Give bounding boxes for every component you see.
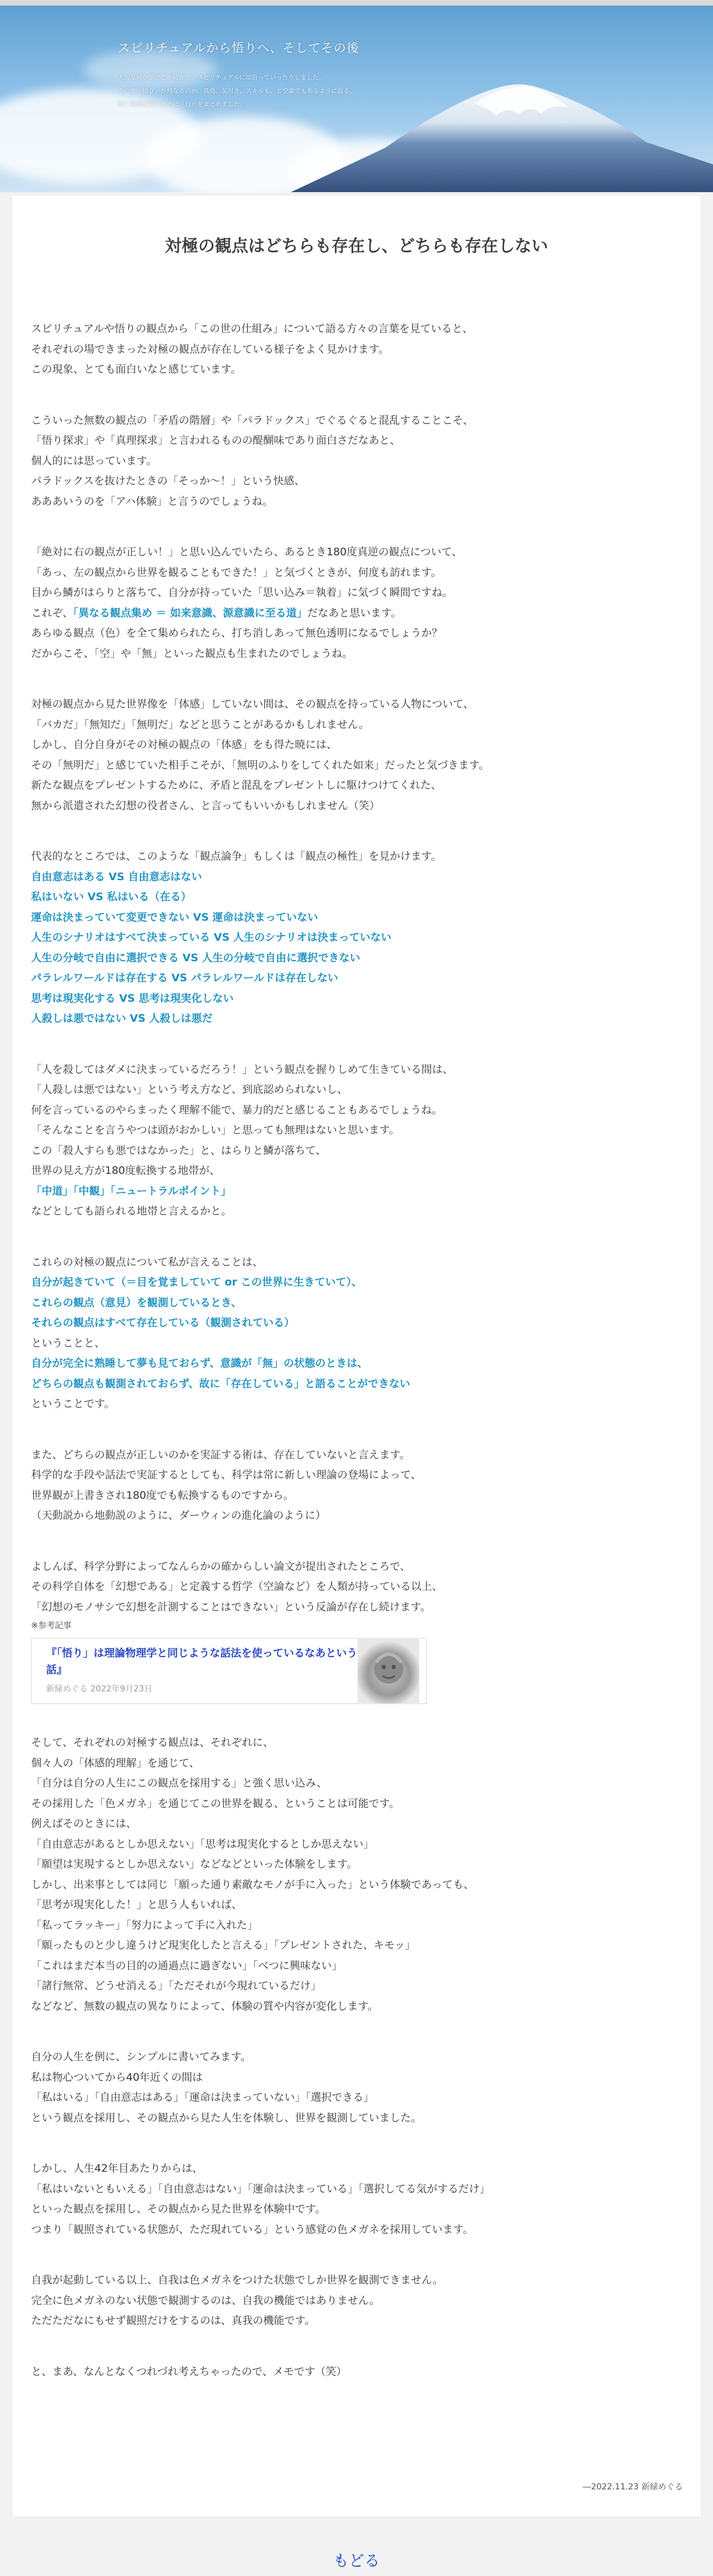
text-line: 「人殺しは悪ではない」という考え方など、到底認められないし、 <box>31 1083 348 1096</box>
text-line: また、どちらの観点が正しいのかを実証する術は、存在していないと言えます。 <box>31 1448 410 1461</box>
text-line: ということと、 <box>31 1337 106 1349</box>
paragraph <box>31 694 682 816</box>
text-line: 例えばそのときには、 <box>31 1817 137 1830</box>
text-line: ということです。 <box>31 1398 115 1410</box>
text-line: 「悟り探求」や「真理探求」と言われるものの醍醐味であり面白さだなあと、 <box>31 434 401 446</box>
text-line: 代表的なところでは、このような「観点論争」もしくは「観点の極性」を見かけます。 <box>31 850 442 862</box>
text-line: その採用した「色メガネ」を通じてこの世界を観る、ということは可能です。 <box>31 1797 400 1810</box>
paragraph <box>31 2047 682 2128</box>
text-line: あああいうのを「アハ体験」と言うのでしょうね。 <box>31 495 273 508</box>
text-line: しかし、人生42年目あたりからは、 <box>31 2162 203 2175</box>
site-title[interactable]: スピリチュアルから悟りへ、そしてその後 <box>118 42 360 56</box>
text-line: という観点を採用し、その観点から見た人生を体験し、世界を観測していました。 <box>31 2111 422 2124</box>
article-body <box>31 319 682 2412</box>
paragraph <box>31 1556 682 1618</box>
text-line: 「私はいる」「自由意志はある」「運命は決まっていない」「選択できる」 <box>31 2091 374 2103</box>
article-card <box>12 195 701 2517</box>
post-title: 対極の観点はどちらも存在し、どちらも存在しない <box>165 237 548 257</box>
text-line: こういった無数の観点の「矛盾の階層」や「パラドックス」でぐるぐると混乱することこそ、 <box>31 414 474 426</box>
site-description-line: 大切な何かがどこかに在り、スピリチュアルには沿っていったりしました。 <box>118 74 325 81</box>
text-line: などとしても語られる地帯と言えるかと。 <box>31 1205 232 1217</box>
text-line: 「私はいないともいえる」「自由意志はない」「運命は決まっている」「選択してる気がするだけ」 <box>31 2182 490 2195</box>
text-line: しかし、自分自身がその対極の観点の「体感」をも得た暁には、 <box>31 739 338 751</box>
text-segment: だなあと思います。 <box>307 606 401 619</box>
text-line: この現象、とても面白いなと感じています。 <box>31 363 242 375</box>
text-line: などなど、無数の観点の異なりによって、体験の質や内容が変化します。 <box>31 2000 379 2012</box>
text-line: それぞれの場できまった対極の観点が存在している様子をよく見かけます。 <box>31 343 389 355</box>
text-line: 「願望は実現するとしか思えない」などなどといった体験をします。 <box>31 1858 358 1870</box>
text-line: 「これはまだ本当の目的の通過点に過ぎない」「べつに興味ない」 <box>31 1959 343 1972</box>
text-line: スピリチュアルや悟りの観点から「この世の仕組み」について語る方々の言葉を見ていると、 <box>31 323 473 335</box>
back-link[interactable]: もどる <box>333 2552 380 2570</box>
text-line: 無から派遣された幻想の役者さん、と言ってもいいかもしれません（笑） <box>31 799 380 812</box>
text-line: 「私ってラッキー」「努力によって手に入れた」 <box>31 1919 258 1931</box>
text-line: 「絶対に右の観点が正しい！」と思い込んでいたら、あるとき180度真逆の観点について、 <box>31 546 463 558</box>
text-line: 「バカだ」「無知だ」「無明だ」などと思うことがあるかもしれません。 <box>31 718 370 731</box>
post-signature: ―2022.11.23 新緑めぐる <box>583 2482 683 2492</box>
paragraph <box>31 1733 682 2016</box>
highlighted-line: 「中道」「中観」「ニュートラルポイント」 <box>31 1184 232 1197</box>
paragraph <box>31 1252 682 1414</box>
text-line: そして、それぞれの対極する観点は、それぞれに、 <box>31 1736 274 1749</box>
reference-blog-card[interactable] <box>31 1638 426 1704</box>
text-line: 科学的な手段や話法で実証するとしても、科学は常に新しい理論の登場によって、 <box>31 1469 421 1481</box>
text-line: つまり「観照されている状態が、ただ現れている」という感覚の色メガネを採用しています。 <box>31 2223 474 2236</box>
blog-card-title[interactable]: 『「悟り」は理論物理学と同じような話法を使っているなあという話』 <box>46 1647 358 1676</box>
text-line: だからこそ、「空」や「無」といった観点も生まれたのでしょうね。 <box>31 647 353 660</box>
text-line: これらの対極の観点について私が言えることは、 <box>31 1256 263 1268</box>
paragraph <box>31 319 682 380</box>
paragraph <box>31 1059 682 1222</box>
highlighted-line: パラレルワールドは存在する VS パラレルワールドは存在しない <box>31 972 338 984</box>
paragraph <box>31 410 682 512</box>
highlighted-line: 人生の分岐で自由に選択できる VS 人生の分岐で自由に選択できない <box>31 951 360 964</box>
site-description-line: その後「悟り」が何なるのか、真偽、気付き、スキルも、と空虚でもあるように揺る。 <box>118 87 356 94</box>
paragraph <box>31 1445 682 1526</box>
text-line: と、まあ、なんとなくつれづれ考えちゃったので、メモです（笑） <box>31 2365 347 2378</box>
highlighted-line: 人生のシナリオはすべて決まっている VS 人生のシナリオは決まっていない <box>31 931 391 943</box>
text-line: 世界観が上書きされ180度でも転換するものですから。 <box>31 1489 294 1502</box>
text-line: 新たな観点をプレゼントするために、矛盾と混乱をプレゼントしに駆けつけてくれた、 <box>31 779 441 791</box>
highlighted-line: 人殺しは悪ではない VS 人殺しは悪だ <box>31 1012 213 1025</box>
highlighted-line: 自分が起きていて（＝目を覚ましていて or この世界に生きていて）、 <box>31 1276 363 1288</box>
text-line: パラドックスを抜けたときの「そっか〜！」という快感、 <box>31 475 305 487</box>
text-line: 個々人の「体感的理解」を通じて、 <box>31 1756 200 1769</box>
paragraph <box>31 846 682 1029</box>
text-line: ただただなにもせず観照だけをするのは、真我の機能です。 <box>31 2314 315 2327</box>
site-description-line: 既に職務記録のために「行」をまとめました。 <box>118 101 246 108</box>
text-line: 「諸行無常、どうせ消える」「ただそれが今現れているだけ」 <box>31 1980 322 1992</box>
paragraph <box>31 542 682 664</box>
highlighted-line: 思考は現実化する VS 思考は現実化しない <box>31 992 234 1005</box>
text-line: その「無明だ」と感じていた相手こそが、「無明のふりをしてくれた如来」だったと気づきます。 <box>31 759 489 771</box>
highlighted-line: 自由意志はある VS 自由意志はない <box>31 870 202 883</box>
text-line: 「願ったものと少し違うけど現実化したと言える」「プレゼントされた、キモッ」 <box>31 1939 416 1951</box>
highlighted-line: 運命は決まっていて変更できない VS 運命は決まっていない <box>31 911 318 923</box>
highlighted-line: 自分が完全に熟睡して夢も見ておらず、意識が「無」の状態のときは、 <box>31 1357 368 1369</box>
text-line: 対極の観点から見た世界像を「体感」していない間は、その観点を持っている人物について、 <box>31 698 474 710</box>
text-line: しかし、出来事としては同じ「願った通り素敵なモノが手に入った」という体験であっても、 <box>31 1878 474 1891</box>
text-line: 世界の見え方が180度転換する地帯が、 <box>31 1164 220 1177</box>
text-line: 何を言っているのやらまったく理解不能で、暴力的だと感じることもあるでしょうね。 <box>31 1103 443 1116</box>
text-line: 「幻想のモノサシで幻想を計測することはできない」という反論が存在し続けます。 <box>31 1600 431 1613</box>
text-line: 個人的には思っています。 <box>31 454 157 467</box>
paragraph <box>31 2270 682 2331</box>
text-line: 「自分は自分の人生にこの観点を採用する」と強く思い込み、 <box>31 1777 328 1789</box>
text-line: 「人を殺してはダメに決まっているだろう！」という観点を握りしめて生きている間は、 <box>31 1063 454 1076</box>
blog-card-text <box>46 1645 358 1697</box>
text-line: といった観点を採用し、その観点から見た世界を体験中です。 <box>31 2203 326 2215</box>
highlighted-line: どちらの観点も観測されておらず、故に「存在している」と語ることができない <box>31 1377 410 1390</box>
text-line: あらゆる観点（色）を全て集められたら、打ち消しあって無色透明になるでしょうか？ <box>31 627 443 639</box>
paragraph <box>31 2158 682 2239</box>
text-line: 完全に色メガネのない状態で観測するのは、自我の機能ではありません。 <box>31 2294 380 2307</box>
text-line: 自分の人生を例に、シンプルに書いてみます。 <box>31 2051 252 2063</box>
site-description <box>118 71 406 111</box>
blog-card-meta: 新緑めぐる 2022年9月23日 <box>46 1684 153 1694</box>
top-strip <box>0 0 713 6</box>
text-line: 「自由意志があるとしか思えない」「思考は現実化するとしか思えない」 <box>31 1837 374 1850</box>
text-line: この「殺人すらも悪ではなかった」と、はらりと鱗が落ちて、 <box>31 1144 327 1157</box>
text-line: （天動説から地動説のように、ダーウィンの進化論のように） <box>31 1509 326 1522</box>
text-line: よしんば、科学分野によってなんらかの確からしい論文が提出されたところで、 <box>31 1560 411 1573</box>
paragraph <box>31 2362 682 2382</box>
text-line: その科学自体を「幻想である」と定義する哲学（空論など）を人類が持っている以上、 <box>31 1580 443 1593</box>
highlighted-line: それらの観点はすべて存在している（観測されている） <box>31 1317 295 1329</box>
text-line: 自我が起動している以上、自我は色メガネをつけた状態でしか世界を観測できません。 <box>31 2274 444 2286</box>
text-segment: これぞ、 <box>31 606 73 619</box>
text-line: 私は物心ついてから40年近くの間は <box>31 2071 203 2083</box>
text-line: 「あっ、左の観点から世界を観ることもできた！」と気づくときが、何度も訪れます。 <box>31 566 442 579</box>
text-line: 「思考が現実化した！」と思う人もいれば、 <box>31 1899 243 1911</box>
blog-card-thumbnail <box>358 1638 419 1704</box>
text-line <box>31 603 682 624</box>
text-line: 目から鱗がはらりと落ちて、自分が持っていた「思い込み＝執着」に気づく瞬間ですね。 <box>31 586 453 599</box>
site-header <box>0 6 713 192</box>
text-line: 「そんなことを言うやつは頭がおかしい」と思っても無理はないと思います。 <box>31 1124 400 1136</box>
highlighted-line: 私はいない VS 私はいる（在る） <box>31 891 192 903</box>
highlighted-text: 「異なる観点集め ＝ 如来意識、源意識に至る道」 <box>73 606 308 619</box>
highlighted-line: これらの観点（意見）を観測しているとき、 <box>31 1296 242 1309</box>
reference-label: ※参考記事 <box>31 1620 72 1630</box>
